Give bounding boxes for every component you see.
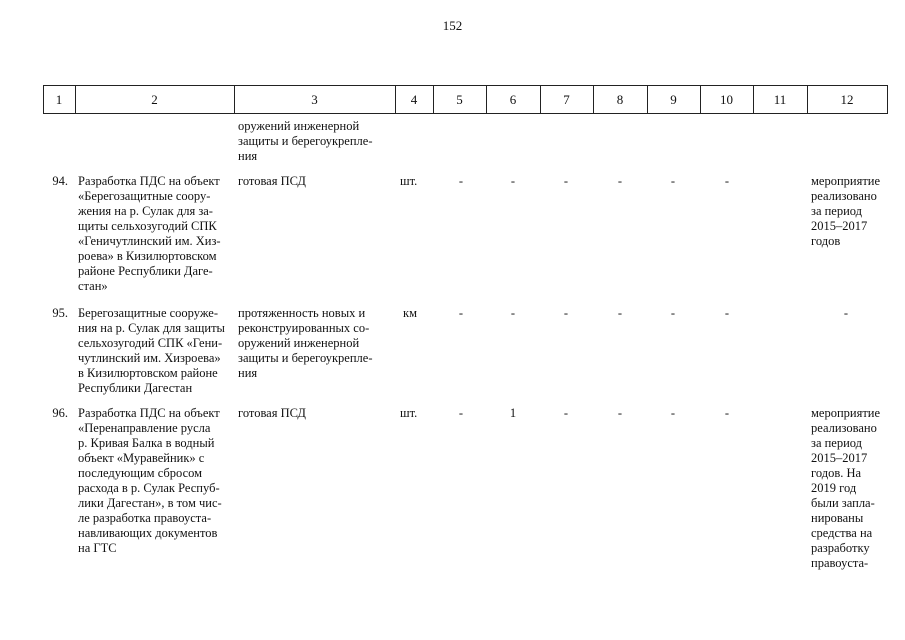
text-line: последующим сбросом [78,466,203,480]
text-line: лики Дагестан», в том чис- [78,496,222,510]
text-line: Берегозащитные сооруже- [78,306,219,320]
text-line: «Берегозащитные соору- [78,189,211,203]
text-line: стан» [78,279,108,293]
value-col8: - [617,174,623,188]
indicator [238,406,384,421]
text-line: Республики Дагестан [78,381,193,395]
row-number: 95. [52,306,68,320]
value-col10: - [724,306,730,320]
text-line: на ГТС [78,541,117,555]
column-header: 3 [311,92,318,107]
column-header: 4 [410,92,418,107]
event-name [78,406,233,556]
table-header [43,85,888,114]
column-header: 6 [509,92,517,107]
unit: км [403,306,417,320]
text-line: готовая ПСД [238,406,306,420]
value-col5: - [458,174,464,188]
column-header: 7 [563,92,570,107]
column-header: 2 [151,92,158,107]
column-header: 11 [773,92,787,107]
unit: шт. [400,174,418,188]
text-line: сельхозугодий СПК «Гени- [78,336,223,350]
indicator [238,174,384,189]
value-col6: 1 [509,406,517,420]
text-line: годов [811,234,841,248]
text-line: «Перенаправление русла [78,421,211,435]
text-line: - [843,306,849,320]
text-line: чутлинский им. Хизроева» [78,351,221,365]
value-col7: - [563,174,569,188]
value-col10: - [724,406,730,420]
text-line: «Геничутлинский им. Хиз- [78,234,221,248]
text-line: объект «Муравейник» с [78,451,205,465]
value-col8: - [617,306,623,320]
indicator [238,306,384,381]
text-line: Разработка ПДС на объект [78,174,220,188]
value-col5: - [458,306,464,320]
event-name [78,174,233,294]
text-line: 2019 год [811,481,857,495]
text-line: ле разработка правоуста- [78,511,212,525]
row-number: 96. [52,406,68,420]
note [811,306,881,321]
text-line: реализовано [811,189,877,203]
value-col7: - [563,306,569,320]
text-line: мероприятие [811,406,881,420]
continuation-indicator [238,119,384,164]
text-line: оружений инженерной [238,336,360,350]
text-line: ния [238,149,258,163]
text-line: ния [238,366,258,380]
value-col8: - [617,406,623,420]
text-line: за период [811,204,863,218]
value-col5: - [458,406,464,420]
event-name [78,306,233,396]
value-col6: - [510,174,516,188]
text-line: протяженность новых и [238,306,366,320]
value-col6: - [510,306,516,320]
value-col9: - [670,306,676,320]
note [811,174,891,249]
text-line: были запла- [811,496,875,510]
unit: шт. [400,406,418,420]
text-line: за период [811,436,863,450]
text-line: защиты и берегоукрепле- [238,351,373,365]
text-line: оружений инженерной [238,119,360,133]
text-line: средства на [811,526,873,540]
note [811,406,891,571]
text-line: реконструированных со- [238,321,370,335]
header-divider [887,86,888,113]
text-line: реализовано [811,421,877,435]
text-line: навливающих документов [78,526,218,540]
text-line: расхода в р. Сулак Респуб- [78,481,220,495]
text-line: в Кизилюртовском районе [78,366,218,380]
text-line: жения на р. Сулак для за- [78,204,213,218]
text-line: р. Кривая Балка в водный [78,436,215,450]
column-header: 9 [670,92,677,107]
text-line: ния на р. Сулак для защиты [78,321,225,335]
column-header: 5 [456,92,463,107]
column-header: 10 [720,92,733,107]
value-col9: - [670,406,676,420]
value-col9: - [670,174,676,188]
text-line: 2015–2017 [811,219,868,233]
text-line: щиты сельхозугодий СПК [78,219,217,233]
value-col10: - [724,174,730,188]
column-header: 8 [616,92,624,107]
text-line: годов. На [811,466,862,480]
text-line: Разработка ПДС на объект [78,406,220,420]
value-col7: - [563,406,569,420]
page-number: 152 [442,18,463,33]
text-line: районе Республики Даге- [78,264,213,278]
text-line: защиты и берегоукрепле- [238,134,373,148]
text-line: разработку [811,541,870,555]
text-line: готовая ПСД [238,174,306,188]
column-header: 12 [840,92,854,107]
text-line: мероприятие [811,174,881,188]
column-header: 1 [55,92,63,107]
text-line: правоуста- [811,556,869,570]
text-line: 2015–2017 [811,451,868,465]
row-number: 94. [52,174,68,188]
text-line: нированы [811,511,864,525]
text-line: роева» в Кизилюртовском [78,249,217,263]
